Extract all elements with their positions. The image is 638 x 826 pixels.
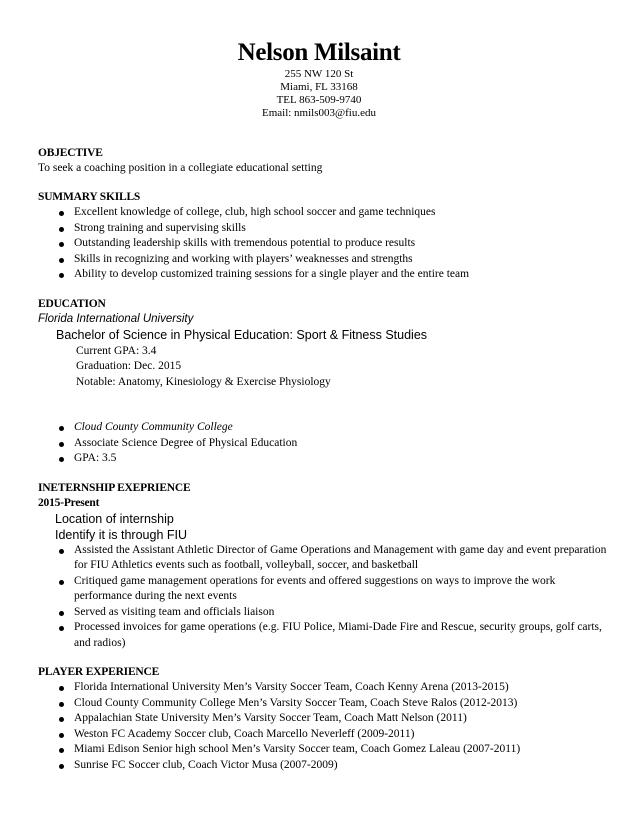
education-heading: EDUCATION [38,297,106,310]
list-item: Weston FC Academy Soccer club, Coach Marcello Neverleff (2009-2011) [38,727,610,743]
bullet-icon [59,227,64,232]
address-line-2: Miami, FL 33168 [280,81,358,93]
objective-heading: OBJECTIVE [38,147,103,159]
internship-heading: INETERNSHIP EXEPRIENCE [38,481,191,494]
internship-list [38,543,610,652]
bullet-icon [59,611,64,616]
bullet-icon [59,686,64,691]
university-name: Florida International University [38,312,194,325]
list-item: Excellent knowledge of college, club, high school soccer and game techniques [38,205,610,221]
list-item: Skills in recognizing and working with players’ weaknesses and strengths [38,252,610,268]
bullet-icon [59,211,64,216]
list-item: Associate Science Degree of Physical Education [38,436,610,452]
bullet-icon [59,457,64,462]
list-item: Sunrise FC Soccer club, Coach Victor Musa (2007-2009) [38,758,610,774]
list-item: Ability to develop customized training sessions for a single player and the entire team [38,267,610,283]
bullet-icon [59,549,64,554]
list-item: Served as visiting team and officials liaison [38,605,610,621]
list-item: Critiqued game management operations for events and offered suggestions on ways to improve the work performance during the next events [38,574,610,605]
bullet-icon [59,733,64,738]
list-item: Cloud County Community College Men’s Varsity Soccer Team, Coach Steve Ralos (2012-2013) [38,696,610,712]
list-item: Cloud County Community College [38,420,610,436]
internship-note: Identify it is through FIU [55,527,188,542]
list-item: Outstanding leadership skills with tremendous potential to produce results [38,236,610,252]
list-item: Miami Edison Senior high school Men’s Varsity Soccer team, Coach Gomez Laleau (2007-2011) [38,742,610,758]
bullet-icon [59,717,64,722]
list-item: Processed invoices for game operations (e.g. FIU Police, Miami-Dade Fire and Rescue, security groups, golf carts, and radios) [38,620,610,651]
player-list [38,680,610,773]
resume-body [38,146,610,773]
education-list [38,420,610,467]
bullet-icon [59,426,64,431]
bullet-icon [59,580,64,585]
candidate-name: Nelson Milsaint [237,39,401,66]
player-heading: PLAYER EXPERIENCE [38,666,160,678]
internship-title: Location of internship [55,511,174,526]
bullet-icon [59,258,64,263]
bullet-icon [59,626,64,631]
list-item: GPA: 3.5 [38,451,610,467]
current-gpa: Current GPA: 3.4 [76,344,157,357]
internship-period: 2015-Present [38,496,100,509]
bullet-icon [59,764,64,769]
resume-header [0,38,638,120]
list-item: Strong training and supervising skills [38,221,610,237]
degree-title: Bachelor of Science in Physical Education: Sport & Fitness Studies [56,327,428,342]
list-item: Florida International University Men’s Varsity Soccer Team, Coach Kenny Arena (2013-2015) [38,680,610,696]
bullet-icon [59,442,64,447]
phone-number: TEL 863-509-9740 [276,94,362,106]
bullet-icon [59,273,64,278]
bullet-icon [59,748,64,753]
bullet-icon [59,242,64,247]
notable-courses: Notable: Anatomy, Kinesiology & Exercise Physiology [76,375,331,388]
summary-heading: SUMMARY SKILLS [38,191,141,203]
address-line-1: 255 NW 120 St [284,68,354,80]
email-address: Email: nmils003@fiu.edu [261,107,376,119]
graduation-date: Graduation: Dec. 2015 [76,360,182,372]
bullet-icon [59,702,64,707]
summary-list [38,205,610,283]
objective-text: To seek a coaching position in a collegiate educational setting [38,162,323,174]
list-item: Assisted the Assistant Athletic Director of Game Operations and Management with game day and event preparation for FIU Athletics events such as football, volleyball, soccer, and basketball [38,543,610,574]
list-item: Appalachian State University Men’s Varsity Soccer Team, Coach Matt Nelson (2011) [38,711,610,727]
